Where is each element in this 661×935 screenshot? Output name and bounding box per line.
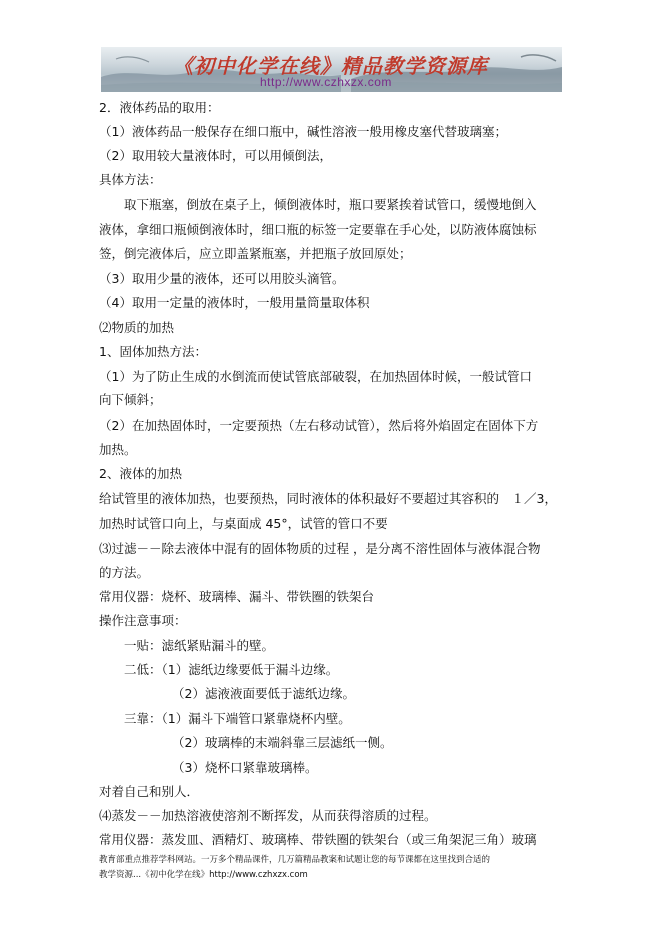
footer-line: 教育部重点推荐学科网站。一万多个精品课件，几万篇精品教案和试题让您的每节课都在这里找到合适的 [99, 855, 491, 865]
text-line: 二低：（1）滤纸边缘要低于漏斗边缘。 [124, 662, 339, 677]
text-line: 向下倾斜； [99, 392, 162, 407]
text-line: 对着自己和别人． [99, 784, 200, 799]
text-line: 常用仪器：蒸发皿、酒精灯、玻璃棒、带铁圈的铁架台（或三角架泥三角）玻璃 [99, 832, 537, 847]
text-line: 液体，拿细口瓶倾倒液体时，细口瓶的标签一定要靠在手心处，以防液体腐蚀标 [99, 222, 537, 237]
text-line: （3）取用少量的液体，还可以用胶头滴管。 [99, 271, 345, 286]
text-line: （2）滤液液面要低于滤纸边缘。 [172, 686, 355, 701]
text-line: ⑵物质的加热 [99, 320, 175, 335]
text-line: （2）取用较大量液体时，可以用倾倒法， [99, 148, 332, 163]
text-line: 给试管里的液体加热，也要预热，同时液体的体积最好不要超过其容积的 １／3， [99, 491, 557, 506]
text-line: （2）在加热固体时，一定要预热（左右移动试管），然后将外焰固定在固体下方 [99, 418, 539, 433]
text-line: 2．液体药品的取用： [99, 100, 220, 115]
text-line: 三靠：（1）漏斗下端管口紧靠烧杯内壁。 [124, 711, 351, 726]
text-line: 操作注意事项： [99, 613, 187, 628]
text-line: 具体方法： [99, 172, 162, 187]
text-line: （2）玻璃棒的末端斜靠三层滤纸一侧。 [172, 735, 393, 750]
text-line: （1）为了防止生成的水倒流而使试管底部破裂，在加热固体时候，一般试管口 [99, 369, 532, 384]
banner-url[interactable]: http://www.czhxzx.com [260, 75, 392, 89]
text-line: ⑶过滤－－除去液体中混有的固体物质的过程 ，是分离不溶性固体与液体混合物 [99, 541, 541, 556]
footer-line: 教学资源...《初中化学在线》http://www.czhxzx.com [99, 870, 308, 880]
text-line: 签，倒完液体后，应立即盖紧瓶塞，并把瓶子放回原处； [99, 246, 412, 261]
text-line: 的方法。 [99, 565, 150, 580]
text-line: 2、液体的加热 [99, 466, 182, 481]
banner-title: 《初中化学在线》精品教学资源库 [173, 54, 488, 78]
text-line: （3）烧杯口紧靠玻璃棒。 [172, 760, 318, 775]
text-line: 加热。 [99, 442, 137, 457]
text-line: 一贴：滤纸紧贴漏斗的壁。 [124, 638, 275, 653]
text-line: 1、固体加热方法： [99, 344, 207, 359]
text-line: 加热时试管口向上，与桌面成 45°，试管的管口不要 [99, 516, 388, 531]
text-line: （1）液体药品一般保存在细口瓶中，碱性溶液一般用橡皮塞代替玻璃塞； [99, 124, 507, 139]
text-line: ⑷蒸发－－加热溶液使溶剂不断挥发，从而获得溶质的过程。 [99, 808, 437, 823]
text-line: 常用仪器：烧杯、玻璃棒、漏斗、带铁圈的铁架台 [99, 589, 375, 604]
header-banner [101, 47, 562, 92]
text-line: 取下瓶塞，倒放在桌子上，倾倒液体时，瓶口要紧挨着试管口，缓慢地倒入 [124, 197, 537, 212]
text-line: （4）取用一定量的液体时，一般用量筒量取体积 [99, 295, 370, 310]
